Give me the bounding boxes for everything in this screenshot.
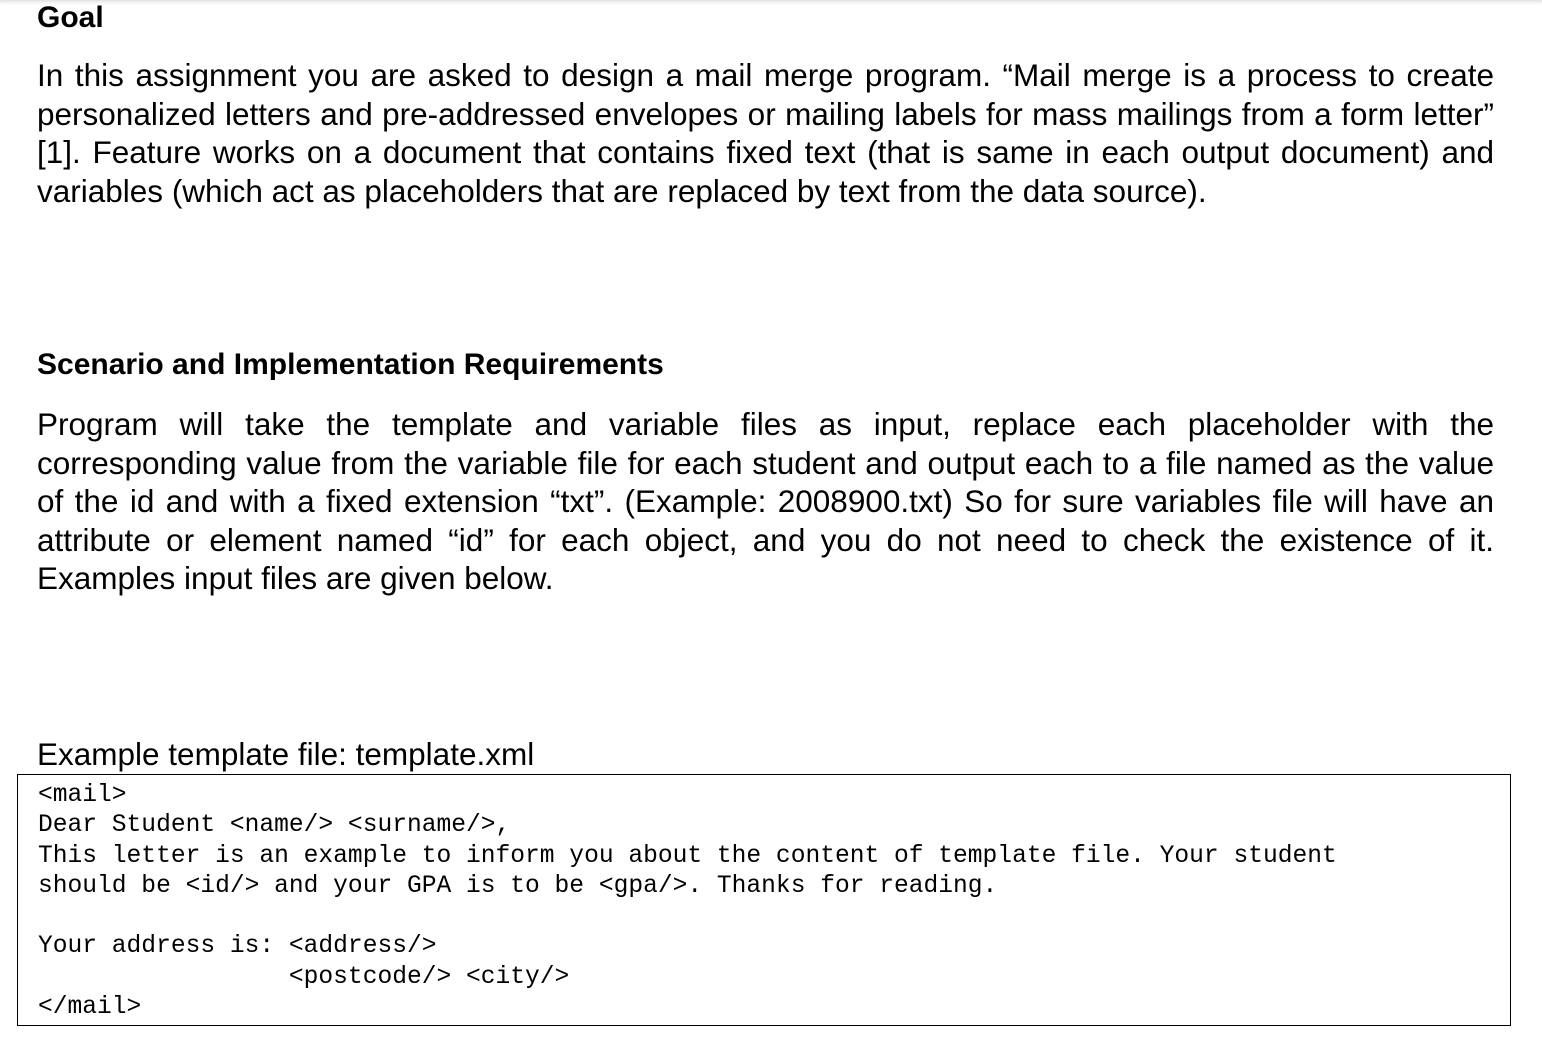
goal-heading: Goal	[37, 1, 104, 34]
code-line	[38, 902, 1510, 932]
code-line: This letter is an example to inform you about the content of template file. Your student	[38, 842, 1337, 870]
code-line: <postcode/> <city/>	[38, 963, 570, 991]
example-file-label: Example template file: template.xml	[37, 736, 535, 772]
scenario-paragraph: Program will take the template and variable files as input, replace each placeholder with the corresponding value from the variable file for each student and output each to a file named as the value of the id and with a fixed extension “txt”. (Example: 2008900.txt) So for sure variables file will have an attribute or element named “id” for each object, and you do not need to check the existence of it. Examples input files are given below.	[37, 406, 1494, 597]
code-line: should be <id/> and your GPA is to be <gpa/>. Thanks for reading.	[38, 872, 998, 900]
code-line: Your address is: <address/>	[38, 933, 437, 961]
scenario-heading: Scenario and Implementation Requirements	[37, 348, 664, 381]
goal-paragraph: In this assignment you are asked to design a mail merge program. “Mail merge is a process to create personalized letters and pre-addressed envelopes or mailing labels for mass mailings from a form letter” [1]. Feature works on a document that contains fixed text (that is same in each output document) and variables (which act as placeholders that are replaced by text from the data source).	[37, 57, 1494, 209]
code-line: </mail>	[38, 994, 142, 1022]
code-line: <mail>	[38, 782, 127, 809]
code-line: Dear Student <name/> <surname/>,	[38, 812, 511, 840]
template-code-box	[17, 774, 1511, 1026]
